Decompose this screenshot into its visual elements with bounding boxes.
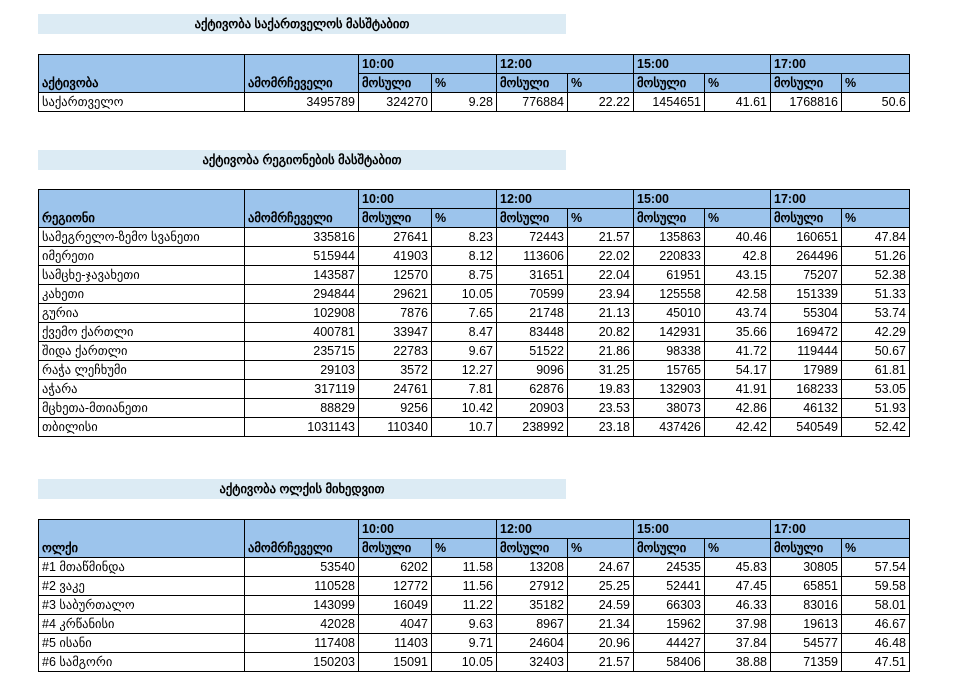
came-cell: 19613 (771, 615, 842, 634)
came-cell: 52441 (634, 577, 705, 596)
percent-cell: 37.84 (705, 634, 771, 653)
percent-cell: 22.04 (568, 266, 634, 285)
voters-cell: 143587 (245, 266, 359, 285)
came-cell: 151339 (771, 285, 842, 304)
column-header-came: მოსული (497, 74, 568, 93)
table-row (39, 228, 910, 247)
percent-cell: 21.57 (568, 228, 634, 247)
percent-cell: 58.01 (842, 596, 910, 615)
column-header-came: მოსული (497, 209, 568, 228)
percent-cell: 23.53 (568, 399, 634, 418)
percent-cell: 31.25 (568, 361, 634, 380)
percent-cell: 46.67 (842, 615, 910, 634)
came-cell: 168233 (771, 380, 842, 399)
percent-cell: 21.13 (568, 304, 634, 323)
came-cell: 13208 (497, 558, 568, 577)
row-name-cell: აჭარა (39, 380, 245, 399)
percent-cell: 8.75 (432, 266, 497, 285)
voters-cell: 150203 (245, 653, 359, 672)
came-cell: 264496 (771, 247, 842, 266)
column-header-percent: % (568, 74, 634, 93)
table-row (39, 558, 910, 577)
came-cell: 27641 (359, 228, 432, 247)
came-cell: 135863 (634, 228, 705, 247)
came-cell: 119444 (771, 342, 842, 361)
time-header: 15:00 (634, 190, 771, 209)
came-cell: 1768816 (771, 93, 842, 112)
table-row (39, 615, 910, 634)
header-blank (245, 190, 359, 209)
percent-cell: 25.25 (568, 577, 634, 596)
header-blank (245, 520, 359, 539)
percent-cell: 47.51 (842, 653, 910, 672)
percent-cell: 11.56 (432, 577, 497, 596)
percent-cell: 23.94 (568, 285, 634, 304)
voters-cell: 235715 (245, 342, 359, 361)
table-row (39, 285, 910, 304)
header-blank (245, 55, 359, 74)
row-name-cell: კახეთი (39, 285, 245, 304)
column-header-name: ოლქი (39, 539, 245, 558)
percent-cell: 22.22 (568, 93, 634, 112)
section-title-regions: აქტივობა რეგიონების მასშტაბით (38, 150, 566, 170)
row-name-cell: ქვემო ქართლი (39, 323, 245, 342)
came-cell: 24535 (634, 558, 705, 577)
column-header-percent: % (842, 539, 910, 558)
table-row (39, 361, 910, 380)
percent-cell: 47.84 (842, 228, 910, 247)
percent-cell: 51.93 (842, 399, 910, 418)
came-cell: 11403 (359, 634, 432, 653)
column-header-percent: % (705, 539, 771, 558)
percent-cell: 7.81 (432, 380, 497, 399)
came-cell: 238992 (497, 418, 568, 437)
percent-cell: 38.88 (705, 653, 771, 672)
time-header: 12:00 (497, 520, 634, 539)
percent-cell: 37.98 (705, 615, 771, 634)
table-districts (38, 519, 910, 672)
came-cell: 65851 (771, 577, 842, 596)
percent-cell: 61.81 (842, 361, 910, 380)
came-cell: 45010 (634, 304, 705, 323)
came-cell: 33947 (359, 323, 432, 342)
column-header-came: მოსული (771, 539, 842, 558)
column-header-name: რეგიონი (39, 209, 245, 228)
percent-cell: 51.26 (842, 247, 910, 266)
header-row-times (39, 520, 910, 539)
percent-cell: 42.42 (705, 418, 771, 437)
came-cell: 4047 (359, 615, 432, 634)
time-header: 12:00 (497, 55, 634, 74)
percent-cell: 20.82 (568, 323, 634, 342)
came-cell: 15765 (634, 361, 705, 380)
came-cell: 32403 (497, 653, 568, 672)
column-header-percent: % (842, 74, 910, 93)
percent-cell: 8.47 (432, 323, 497, 342)
came-cell: 72443 (497, 228, 568, 247)
row-name-cell: მცხეთა-მთიანეთი (39, 399, 245, 418)
row-name-cell: #5 ისანი (39, 634, 245, 653)
table-row (39, 323, 910, 342)
came-cell: 29621 (359, 285, 432, 304)
column-header-came: მოსული (497, 539, 568, 558)
table-row (39, 266, 910, 285)
header-row-columns (39, 74, 910, 93)
percent-cell: 19.83 (568, 380, 634, 399)
header-blank (39, 190, 245, 209)
row-name-cell: თბილისი (39, 418, 245, 437)
row-name-cell: #4 კრწანისი (39, 615, 245, 634)
voters-cell: 1031143 (245, 418, 359, 437)
percent-cell: 50.67 (842, 342, 910, 361)
time-header: 10:00 (359, 520, 497, 539)
column-header-percent: % (568, 539, 634, 558)
came-cell: 83016 (771, 596, 842, 615)
percent-cell: 54.17 (705, 361, 771, 380)
row-name-cell: იმერეთი (39, 247, 245, 266)
section-title-country: აქტივობა საქართველოს მასშტაბით (38, 14, 566, 34)
came-cell: 125558 (634, 285, 705, 304)
column-header-name: აქტივობა (39, 74, 245, 93)
came-cell: 21748 (497, 304, 568, 323)
percent-cell: 42.29 (842, 323, 910, 342)
came-cell: 31651 (497, 266, 568, 285)
percent-cell: 45.83 (705, 558, 771, 577)
header-blank (39, 55, 245, 74)
percent-cell: 11.58 (432, 558, 497, 577)
percent-cell: 42.86 (705, 399, 771, 418)
voters-cell: 400781 (245, 323, 359, 342)
time-header: 12:00 (497, 190, 634, 209)
header-row-times (39, 55, 910, 74)
percent-cell: 9.71 (432, 634, 497, 653)
percent-cell: 42.58 (705, 285, 771, 304)
percent-cell: 40.46 (705, 228, 771, 247)
column-header-percent: % (842, 209, 910, 228)
percent-cell: 46.33 (705, 596, 771, 615)
voters-cell: 294844 (245, 285, 359, 304)
came-cell: 22783 (359, 342, 432, 361)
voters-cell: 317119 (245, 380, 359, 399)
column-header-voters: ამომრჩეველი (245, 209, 359, 228)
percent-cell: 8.12 (432, 247, 497, 266)
came-cell: 776884 (497, 93, 568, 112)
percent-cell: 23.18 (568, 418, 634, 437)
came-cell: 38073 (634, 399, 705, 418)
came-cell: 30805 (771, 558, 842, 577)
table-row (39, 304, 910, 323)
came-cell: 160651 (771, 228, 842, 247)
percent-cell: 43.15 (705, 266, 771, 285)
row-name-cell: #6 სამგორი (39, 653, 245, 672)
came-cell: 24604 (497, 634, 568, 653)
table-row (39, 653, 910, 672)
table-row (39, 399, 910, 418)
time-header: 17:00 (771, 190, 910, 209)
table-country (38, 54, 910, 112)
came-cell: 142931 (634, 323, 705, 342)
percent-cell: 9.63 (432, 615, 497, 634)
came-cell: 62876 (497, 380, 568, 399)
percent-cell: 43.74 (705, 304, 771, 323)
table-row (39, 247, 910, 266)
voters-cell: 335816 (245, 228, 359, 247)
came-cell: 9096 (497, 361, 568, 380)
percent-cell: 10.05 (432, 653, 497, 672)
row-name-cell: შიდა ქართლი (39, 342, 245, 361)
percent-cell: 53.74 (842, 304, 910, 323)
percent-cell: 11.22 (432, 596, 497, 615)
row-name-cell: #1 მთაწმინდა (39, 558, 245, 577)
came-cell: 15091 (359, 653, 432, 672)
came-cell: 6202 (359, 558, 432, 577)
voters-cell: 110528 (245, 577, 359, 596)
voters-cell: 3495789 (245, 93, 359, 112)
table-row (39, 380, 910, 399)
column-header-came: მოსული (359, 209, 432, 228)
percent-cell: 41.72 (705, 342, 771, 361)
row-name-cell: გურია (39, 304, 245, 323)
voters-cell: 29103 (245, 361, 359, 380)
header-blank (39, 520, 245, 539)
column-header-came: მოსული (359, 539, 432, 558)
percent-cell: 10.42 (432, 399, 497, 418)
column-header-voters: ამომრჩეველი (245, 539, 359, 558)
row-name-cell: საქართველო (39, 93, 245, 112)
percent-cell: 24.59 (568, 596, 634, 615)
column-header-came: მოსული (771, 209, 842, 228)
came-cell: 12570 (359, 266, 432, 285)
header-row-columns (39, 539, 910, 558)
percent-cell: 24.67 (568, 558, 634, 577)
percent-cell: 42.8 (705, 247, 771, 266)
row-name-cell: სამეგრელო-ზემო სვანეთი (39, 228, 245, 247)
column-header-came: მოსული (771, 74, 842, 93)
came-cell: 220833 (634, 247, 705, 266)
percent-cell: 22.02 (568, 247, 634, 266)
came-cell: 16049 (359, 596, 432, 615)
table-regions (38, 189, 910, 437)
table-row (39, 577, 910, 596)
column-header-percent: % (432, 74, 497, 93)
came-cell: 9256 (359, 399, 432, 418)
percent-cell: 41.61 (705, 93, 771, 112)
column-header-percent: % (568, 209, 634, 228)
came-cell: 61951 (634, 266, 705, 285)
came-cell: 58406 (634, 653, 705, 672)
column-header-voters: ამომრჩეველი (245, 74, 359, 93)
column-header-percent: % (432, 209, 497, 228)
table-row (39, 418, 910, 437)
percent-cell: 7.65 (432, 304, 497, 323)
came-cell: 12772 (359, 577, 432, 596)
time-header: 10:00 (359, 55, 497, 74)
percent-cell: 35.66 (705, 323, 771, 342)
column-header-percent: % (432, 539, 497, 558)
percent-cell: 53.05 (842, 380, 910, 399)
came-cell: 51522 (497, 342, 568, 361)
came-cell: 46132 (771, 399, 842, 418)
row-name-cell: რაჭა ლეჩხუმი (39, 361, 245, 380)
row-name-cell: #2 ვაკე (39, 577, 245, 596)
table-row (39, 596, 910, 615)
time-header: 15:00 (634, 520, 771, 539)
came-cell: 7876 (359, 304, 432, 323)
came-cell: 71359 (771, 653, 842, 672)
came-cell: 110340 (359, 418, 432, 437)
percent-cell: 9.28 (432, 93, 497, 112)
column-header-came: მოსული (634, 74, 705, 93)
column-header-came: მოსული (634, 539, 705, 558)
percent-cell: 21.57 (568, 653, 634, 672)
voters-cell: 88829 (245, 399, 359, 418)
came-cell: 55304 (771, 304, 842, 323)
voters-cell: 42028 (245, 615, 359, 634)
came-cell: 54577 (771, 634, 842, 653)
header-row-columns (39, 209, 910, 228)
came-cell: 113606 (497, 247, 568, 266)
percent-cell: 59.58 (842, 577, 910, 596)
percent-cell: 10.05 (432, 285, 497, 304)
percent-cell: 46.48 (842, 634, 910, 653)
came-cell: 3572 (359, 361, 432, 380)
table-row (39, 93, 910, 112)
percent-cell: 41.91 (705, 380, 771, 399)
percent-cell: 10.7 (432, 418, 497, 437)
came-cell: 27912 (497, 577, 568, 596)
percent-cell: 21.86 (568, 342, 634, 361)
voters-cell: 117408 (245, 634, 359, 653)
percent-cell: 51.33 (842, 285, 910, 304)
came-cell: 66303 (634, 596, 705, 615)
row-name-cell: #3 საბურთალო (39, 596, 245, 615)
percent-cell: 12.27 (432, 361, 497, 380)
percent-cell: 50.6 (842, 93, 910, 112)
came-cell: 169472 (771, 323, 842, 342)
came-cell: 324270 (359, 93, 432, 112)
time-header: 15:00 (634, 55, 771, 74)
percent-cell: 8.23 (432, 228, 497, 247)
section-title-districts: აქტივობა ოლქის მიხედვით (38, 479, 566, 499)
came-cell: 8967 (497, 615, 568, 634)
came-cell: 41903 (359, 247, 432, 266)
percent-cell: 20.96 (568, 634, 634, 653)
came-cell: 17989 (771, 361, 842, 380)
percent-cell: 47.45 (705, 577, 771, 596)
came-cell: 437426 (634, 418, 705, 437)
percent-cell: 52.38 (842, 266, 910, 285)
table-row (39, 634, 910, 653)
time-header: 17:00 (771, 55, 910, 74)
voters-cell: 102908 (245, 304, 359, 323)
column-header-percent: % (705, 74, 771, 93)
came-cell: 83448 (497, 323, 568, 342)
percent-cell: 21.34 (568, 615, 634, 634)
voters-cell: 143099 (245, 596, 359, 615)
came-cell: 44427 (634, 634, 705, 653)
time-header: 17:00 (771, 520, 910, 539)
table-row (39, 342, 910, 361)
column-header-came: მოსული (634, 209, 705, 228)
came-cell: 15962 (634, 615, 705, 634)
came-cell: 24761 (359, 380, 432, 399)
header-row-times (39, 190, 910, 209)
percent-cell: 52.42 (842, 418, 910, 437)
percent-cell: 57.54 (842, 558, 910, 577)
came-cell: 75207 (771, 266, 842, 285)
voters-cell: 53540 (245, 558, 359, 577)
row-name-cell: სამცხე-ჯავახეთი (39, 266, 245, 285)
came-cell: 540549 (771, 418, 842, 437)
came-cell: 35182 (497, 596, 568, 615)
came-cell: 132903 (634, 380, 705, 399)
came-cell: 20903 (497, 399, 568, 418)
came-cell: 70599 (497, 285, 568, 304)
came-cell: 98338 (634, 342, 705, 361)
percent-cell: 9.67 (432, 342, 497, 361)
column-header-came: მოსული (359, 74, 432, 93)
came-cell: 1454651 (634, 93, 705, 112)
voters-cell: 515944 (245, 247, 359, 266)
column-header-percent: % (705, 209, 771, 228)
time-header: 10:00 (359, 190, 497, 209)
